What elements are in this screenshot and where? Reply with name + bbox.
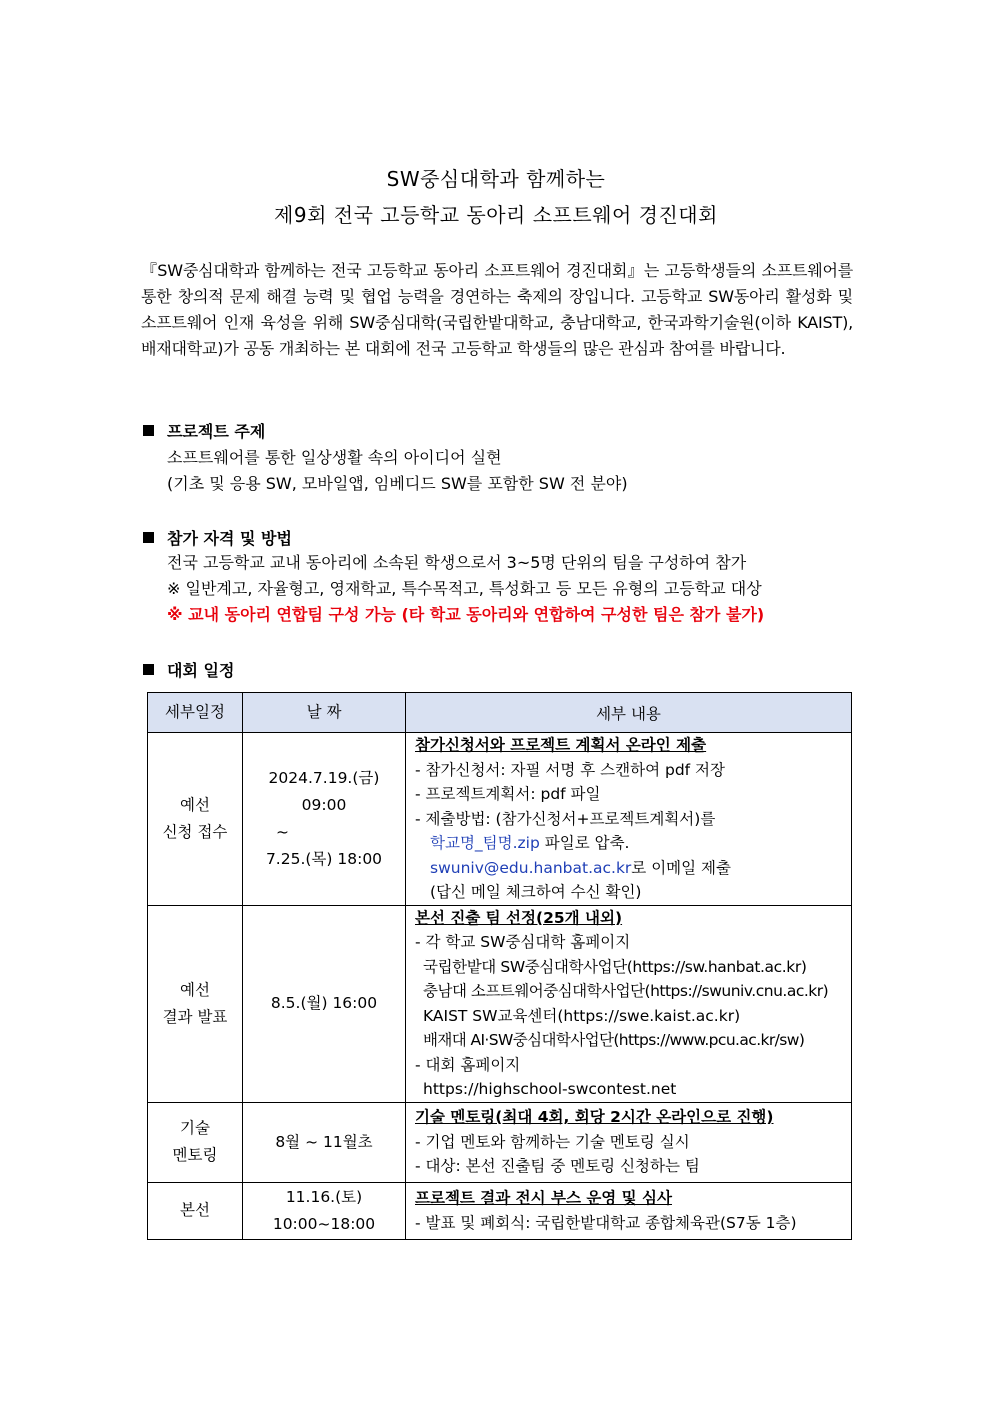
section-eligibility xyxy=(141,525,853,628)
file-name: 학교명_팀명.zip xyxy=(430,834,540,852)
date-text: 11.16.(토) xyxy=(285,1187,363,1206)
date-cell xyxy=(243,905,406,1102)
stage-cell xyxy=(148,1182,243,1239)
detail-line: - 대상: 본선 진출팀 중 멘토링 신청하는 팀 xyxy=(415,1157,700,1176)
date-cell xyxy=(243,733,406,906)
column-header: 세부 내용 xyxy=(406,693,852,733)
section-schedule xyxy=(141,657,853,681)
detail-heading: 프로젝트 결과 전시 부스 운영 및 심사 xyxy=(415,1189,672,1207)
eligibility-note: ※ 일반계고, 자율형고, 영재학교, 특수목적고, 특성화고 등 모든 유형의 고등학교 대상 xyxy=(167,579,762,598)
detail-heading: 기술 멘토링(최대 4회, 회당 2시간 온라인으로 진행) xyxy=(415,1108,774,1127)
stage-text: 신청 접수 xyxy=(162,822,228,841)
stage-text: 예선 xyxy=(180,980,210,999)
date-text: 2024.7.19.(금) 09:00 xyxy=(268,768,380,814)
detail-line: - 발표 및 폐회식: 국립한밭대학교 종합체육관(S7동 1층) xyxy=(415,1213,797,1232)
table-row xyxy=(148,733,852,906)
stage-text: 본선 xyxy=(180,1201,210,1219)
detail-cell xyxy=(406,1182,852,1239)
date-text: 8월 ~ 11월초 xyxy=(275,1132,373,1151)
detail-line: - 제출방법: (참가신청서+프로젝트계획서)를 xyxy=(415,809,716,828)
section-heading xyxy=(141,525,853,549)
link-line[interactable]: KAIST SW교육센터(https://swe.kaist.ac.kr) xyxy=(423,1006,741,1025)
section-title: 대회 일정 xyxy=(167,660,235,680)
section-heading xyxy=(141,657,853,681)
detail-heading: 본선 진출 팀 선정(25개 내외) xyxy=(415,908,623,927)
table-row xyxy=(148,905,852,1102)
stage-text: 결과 발표 xyxy=(162,1007,228,1026)
date-cell xyxy=(243,1182,406,1239)
email-link[interactable]: swuniv@edu.hanbat.ac.kr xyxy=(430,858,632,877)
square-bullet-icon xyxy=(143,532,154,543)
detail-line: - 참가신청서: 자필 서명 후 스캔하여 pdf 저장 xyxy=(415,760,726,779)
detail-line xyxy=(415,831,851,856)
date-cell xyxy=(243,1102,406,1182)
email-suffix: 로 이메일 제출 xyxy=(631,858,731,877)
stage-cell xyxy=(148,733,243,906)
date-text: 8.5.(월) 16:00 xyxy=(270,994,378,1012)
topic-line: (기초 및 응용 SW, 모바일앱, 임베디드 SW를 포함한 SW 전 분야) xyxy=(167,474,628,493)
detail-line: - 대회 홈페이지 xyxy=(415,1055,521,1074)
column-header: 날 짜 xyxy=(243,693,406,733)
topic-line: 소프트웨어를 통한 일상생활 속의 아이디어 실현 xyxy=(167,448,502,467)
eligibility-warning: ※ 교내 동아리 연합팀 구성 가능 (타 학교 동아리와 연합하여 구성한 팀은 참가 불가) xyxy=(167,605,765,624)
section-heading xyxy=(141,418,853,442)
detail-line xyxy=(415,856,851,881)
date-text: ~ xyxy=(276,822,289,841)
intro-paragraph: 『SW중심대학과 함께하는 전국 고등학교 동아리 소프트웨어 경진대회』는 고등학생들의 소프트웨어를 통한 창의적 문제 해결 능력 및 협업 능력을 경연하는 축제의 장입니다. 고등학교 SW동아리 활성화 및 소프트웨어 인재 육성을 위해 SW중심대학(국립한밭대학교, 충남대학교, 한국과학기술원(이하 KAIST), 배재대학교)가 공동 개최하는 본 대회에 전국 고등학교 학생들의 많은 관심과 참여를 바랍니다. xyxy=(141,261,853,358)
stage-text: 멘토링 xyxy=(172,1146,218,1164)
table-header-row xyxy=(148,693,852,733)
stage-cell xyxy=(148,905,243,1102)
link-line[interactable]: 국립한밭대 SW중심대학사업단(https://sw.hanbat.ac.kr) xyxy=(423,957,807,976)
date-text: 10:00~18:00 xyxy=(272,1214,376,1233)
detail-line: - 각 학교 SW중심대학 홈페이지 xyxy=(415,933,631,951)
link-line[interactable]: https://highschool-swcontest.net xyxy=(423,1080,677,1098)
table-row xyxy=(148,1102,852,1182)
stage-cell xyxy=(148,1102,243,1182)
title-line-2: 제9회 전국 고등학교 동아리 소프트웨어 경진대회 xyxy=(274,203,718,227)
detail-cell xyxy=(406,733,852,906)
eligibility-line: 전국 고등학교 교내 동아리에 소속된 학생으로서 3~5명 단위의 팀을 구성하여 참가 xyxy=(167,553,747,572)
date-text: 7.25.(목) 18:00 xyxy=(265,849,383,868)
detail-line: (답신 메일 체크하여 수신 확인) xyxy=(430,883,642,901)
stage-text: 예선 xyxy=(180,795,210,814)
detail-cell xyxy=(406,905,852,1102)
schedule-table xyxy=(147,692,852,1240)
detail-cell xyxy=(406,1102,852,1182)
link-line[interactable]: 충남대 소프트웨어중심대학사업단(https://swuniv.cnu.ac.kr) xyxy=(423,982,829,1000)
link-line[interactable]: 배재대 AI·SW중심대학사업단(https://www.pcu.ac.kr/sw) xyxy=(423,1031,805,1049)
detail-heading: 참가신청서와 프로젝트 계획서 온라인 제출 xyxy=(415,736,707,754)
section-title: 프로젝트 주제 xyxy=(167,421,266,441)
section-topic xyxy=(141,418,853,497)
square-bullet-icon xyxy=(143,664,154,675)
column-header: 세부일정 xyxy=(148,693,243,733)
detail-line: - 프로젝트계획서: pdf 파일 xyxy=(415,785,601,803)
title-line-1: SW중심대학과 함께하는 xyxy=(386,167,606,191)
square-bullet-icon xyxy=(143,425,154,436)
stage-text: 기술 xyxy=(180,1119,210,1137)
detail-line: - 기업 멘토와 함께하는 기술 멘토링 실시 xyxy=(415,1132,690,1151)
table-row xyxy=(148,1182,852,1239)
file-suffix: 파일로 압축. xyxy=(539,834,630,852)
section-title: 참가 자격 및 방법 xyxy=(167,528,292,548)
